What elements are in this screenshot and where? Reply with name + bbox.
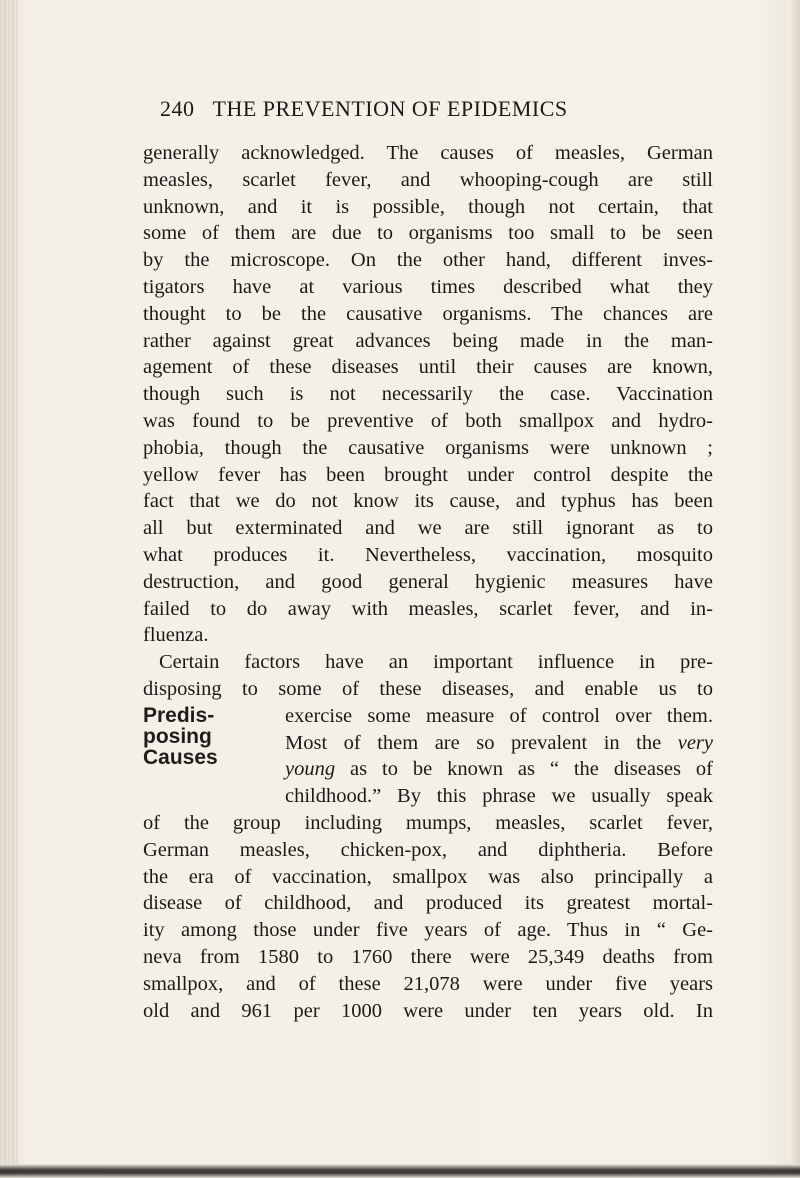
- marginal-heading-line: Predis-: [143, 704, 215, 727]
- running-header: [160, 96, 720, 126]
- text-line: of the group including mumps, measles, scarlet fever,: [143, 811, 713, 834]
- text-line: rather against great advances being made in the man-: [143, 329, 713, 352]
- text-line: exercise some measure of control over them.: [285, 704, 713, 727]
- text-line: fluenza.: [143, 624, 209, 647]
- text-line: was found to be preventive of both smallpox and hydro-: [143, 409, 713, 432]
- text-line: what produces it. Nevertheless, vaccination, mosquito: [143, 543, 713, 566]
- text-line: smallpox, and of these 21,078 were under five years: [143, 972, 713, 995]
- text-line: ity among those under five years of age. Thus in “ Ge-: [143, 919, 713, 942]
- text-line: childhood.” By this phrase we usually speak: [285, 785, 713, 808]
- text-line: [285, 730, 713, 757]
- running-title: THE PREVENTION OF EPIDEMICS: [212, 96, 568, 121]
- text-line: [285, 756, 713, 783]
- text-line: agement of these diseases until their causes are known,: [143, 356, 713, 379]
- page-bottom-edge: [0, 1164, 800, 1178]
- body-text: [143, 140, 713, 1024]
- text-line: yellow fever has been brought under control despite the: [143, 463, 713, 486]
- text-line: German measles, chicken-pox, and diphtheria. Before: [143, 838, 713, 861]
- page-right-edge: [788, 0, 800, 1178]
- text-line: by the microscope. On the other hand, different inves-: [143, 249, 713, 272]
- text-line: thought to be the causative organisms. The chances are: [143, 302, 713, 325]
- text-line: disposing to some of these diseases, and enable us to: [143, 677, 713, 700]
- italic-word: young: [285, 758, 336, 781]
- text-line: destruction, and good general hygienic measures have: [143, 570, 713, 593]
- text-line: the era of vaccination, smallpox was also principally a: [143, 865, 713, 888]
- text-line: failed to do away with measles, scarlet fever, and in-: [143, 597, 713, 620]
- text-line: all but exterminated and we are still ignorant as to: [143, 517, 713, 540]
- text-line: though such is not necessarily the case. Vaccination: [143, 383, 713, 406]
- page-number: 240: [160, 96, 195, 121]
- text-line: phobia, though the causative organisms were unknown ;: [143, 436, 713, 459]
- marginal-heading-line: posing: [143, 725, 212, 748]
- marginal-heading-line: Causes: [143, 746, 218, 769]
- text-line: some of them are due to organisms too small to be seen: [143, 222, 713, 245]
- text-line: neva from 1580 to 1760 there were 25,349 deaths from: [143, 945, 713, 968]
- page-binding-edge: [0, 0, 18, 1178]
- text-line: fact that we do not know its cause, and typhus has been: [143, 490, 713, 513]
- text-fragment: Most of them are so prevalent in the: [285, 731, 678, 754]
- text-line: generally acknowledged. The causes of measles, German: [143, 142, 713, 164]
- italic-word: very: [677, 731, 713, 754]
- text-line: unknown, and it is possible, though not certain, that: [143, 195, 713, 218]
- text-fragment: as to be known as “ the diseases of: [335, 758, 713, 781]
- text-line: old and 961 per 1000 were under ten years old. In: [143, 999, 713, 1022]
- text-line: tigators have at various times described what they: [143, 275, 713, 298]
- text-line: disease of childhood, and produced its greatest mortal-: [143, 892, 713, 915]
- text-line: Certain factors have an important influence in pre-: [159, 651, 713, 674]
- text-line: measles, scarlet fever, and whooping-cough are still: [143, 168, 713, 191]
